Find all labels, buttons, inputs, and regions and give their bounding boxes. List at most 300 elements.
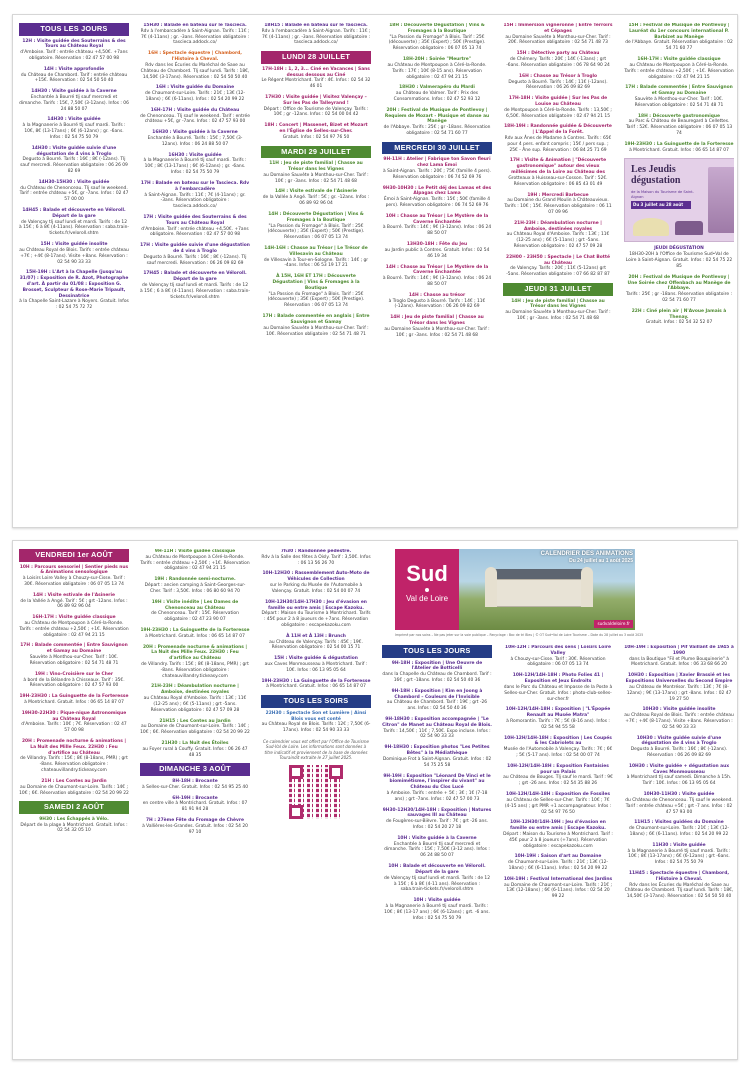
event-entry — [503, 792, 613, 815]
event-entry — [382, 745, 492, 768]
event-title: 10H-12H/14H-18H : Exposition de Fossiles — [506, 792, 610, 798]
event-entry — [261, 212, 371, 241]
event-details: Départ : Maison du Tourisme à Montrichard. Tarif : 45€ pour 2 à 8 joueurs (+7ans). Réservation obligatoire : escapekazoku.com — [503, 831, 613, 849]
event-details: Degusto à Bourré. Tarifs : 14€ ; 11€ (-12ans). Réservation : 06 26 09 82 69 — [508, 79, 608, 91]
event-entry — [140, 181, 250, 210]
column-3 — [261, 23, 371, 521]
event-details: Rdv aux Ânes de Madame à Contres. Tarifs : 65€ pour 4 pers. enfant compris ; 15€ / pers sup. ; 25€ - Âne sup. Réservation : 06 84 25 71 69 — [504, 136, 612, 153]
castle-photo — [459, 549, 635, 630]
event-entry — [19, 694, 129, 706]
event-details: Enchantée à Bourré. Tarifs : 15€ ; 7,50€ (3-12ans). Infos : 06 24 88 50 07 — [147, 136, 243, 147]
event-entry — [261, 679, 371, 691]
event-title: 21H15 : Les Contes au Jardin — [159, 718, 231, 724]
event-details: Enchantée à Bourré tlj sauf mercredi et dimanche. Tarifs : 15€ ; 7,50€ (3-12 ans). Infos : 06 24 88 50 07 — [384, 841, 490, 859]
poster-title: Les Jeudis dégustation — [631, 164, 681, 186]
event-entry — [140, 818, 250, 835]
event-title: 15H : Visite guidée & dégustation — [274, 656, 358, 662]
event-title: 9H-18H30 : Exposition photos "Les Petites Bêtes" à la Médiathèque — [384, 745, 490, 757]
event-entry — [503, 74, 613, 91]
event-title: 10H30 : Visite guidée suivie d'une dégustation de 4 vins à Troglo — [636, 735, 722, 747]
event-details: à la Magnanerie à Bourré tlj sauf mardi. Tarifs : 10€ ; 8€ (13-17ans) ; 6€ (6-12ans) ; grt -6ans. Infos : 02 54 75 50 79 — [627, 848, 731, 866]
event-entry — [624, 309, 734, 326]
event-entry — [382, 689, 492, 712]
event-entry — [503, 673, 613, 702]
event-entry — [624, 707, 734, 730]
event-entry — [140, 779, 250, 791]
event-details: de la Vallée à Angé. Tarif : 5€ ; grt -12ans. Infos : 06 89 92 96 04 — [20, 598, 128, 610]
event-title: 14H : Jeu de piste familial | Chasse au Trésor dans les Vignes — [390, 315, 484, 327]
event-title: 22H : Ciné plein air | N'Avoue Jamais à Thenay. — [631, 308, 727, 320]
event-title: 10H-12H30/14H-19H : Jeu d'évasion en famille ou entre amis | Escape Kazoku. — [510, 820, 606, 832]
event-details: "La Passion du Fromage" à Blois. Tarif : 25€ (découverte) ; 35€ (Expert) ; 50€ (Prestige). Réservation : 06 07 05 13 74 — [267, 223, 365, 241]
event-details: à Vallières-les-Grandes. Gratuit. Infos : 02 54 20 97 10 — [142, 823, 248, 835]
event-details: au Château de Montpoupon à Céré-la-Ronde. Tarifs : entrée château +2,50€ ; +1€. Réservation obligatoire : 02 47 94 21 15 — [19, 621, 129, 638]
event-title: 14H : Chasse au trésor — [408, 292, 466, 298]
event-details: de Montpoupon à Céré-la-Ronde. Tarifs : 13,50€ ; 6,50€. Réservation obligatoire : 02 47 94 21 15 — [504, 107, 612, 119]
event-title: 19H30-22H30 : Pique-nique Astronomique au Château Royal — [21, 710, 127, 722]
event-entry — [382, 898, 492, 921]
event-title: 7H : 27ème Fête du Fromage de Chèvre — [146, 817, 244, 823]
event-title: 14H : Visite approfondie — [43, 66, 105, 72]
event-entry — [503, 193, 613, 216]
event-title: 14H30-15H30 : Visite guidée — [38, 179, 110, 185]
event-title: 20H : Promenade nocturne & animations | La Nuit des Mille Feux. 22H30 : Feu d'artifice au Château — [21, 739, 127, 756]
event-details: sur le Parking du Musée de l'Automobile à Valençay. Gratuit. Infos : 02 54 00 07 74 — [269, 583, 363, 594]
event-details: Degusto à Bourré. Tarifs : 16€ ; 8€ (-12ans). Tlj sauf mercredi. Réservation : 06 26 09 82 69 — [143, 254, 247, 266]
event-title: JEUDI DÉGUSTATION — [654, 246, 704, 252]
event-details: au Domaine Sauvète à Monthou-sur-Cher. Tarif : 10€ ; gr -3ans. Infos : 02 54 71 48 68 — [384, 326, 490, 338]
event-details: à bord de la Bélandre à Chisseaux. Tarif : 35€. Réservation obligatoire : 02 47 57 93 00 — [23, 677, 125, 689]
poster-vehicle-shape — [675, 221, 703, 235]
event-details: de Chenonceau. Tlj sauf le weekend. Tarif : entrée château +5€, gr -7ans. Infos : 02 47 57 93 00 — [140, 113, 250, 125]
column-1 — [19, 549, 129, 1053]
event-entry — [19, 739, 129, 774]
event-title: 14H : Chasse au Trésor | Le Mystère de la Caverne Enchantée — [385, 264, 489, 276]
event-title: 19H-23H30 : La Guinguette de la Forteresse — [261, 678, 371, 684]
event-entry — [503, 854, 613, 871]
event-title: 17H : Visite guidée suivie d'une dégustation de 4 vins à Troglo — [140, 243, 250, 254]
event-title: 11H45 : Spectacle équestre | Chambord, l'Histoire à Cheval. — [628, 871, 730, 882]
event-title: 14H45 : Balade et découverte en Véloroll. Départ de la gare — [22, 208, 126, 219]
event-entry — [261, 549, 371, 566]
qr-finder-icon — [289, 765, 303, 779]
event-title: 17H : Balade commentée | Entre Sauvignon et Gamay au Domaine — [20, 643, 128, 655]
event-title: 19H : Vino-Croisière sur le Cher — [34, 671, 113, 677]
day-heading: DIMANCHE 3 AOÛT — [140, 763, 250, 776]
event-entry — [19, 89, 129, 112]
event-entry — [382, 186, 492, 209]
event-title: 21H : Les Contes au Jardin — [41, 778, 107, 784]
event-title: 10H30 : Visite guidée insolite — [642, 707, 716, 713]
event-entry — [140, 741, 250, 758]
event-details: à la Magnanerie à Bourré tlj sauf mardi. Tarifs : 10€ ; 8€ (13-17 ans) ; 6€ (6-12ans) ; grt. -6 ans. Infos : 02 54 75 50 79 — [384, 903, 490, 921]
event-entry — [19, 180, 129, 203]
event-title: 10H-12H/14H-18H : Exposition Fantaisies pour un Palais — [507, 763, 609, 775]
event-details: de Chaumont-sur-Loire. Tarifs : 21€ ; 13€ (12-18ans) ; 6€ (6-11ans). Infos : 02 54 20 99 22 — [145, 91, 245, 102]
header-banner — [395, 549, 635, 630]
event-details: à la Chapelle Saint-Lazare à Noyers. Gratuit. Infos : 02 54 75 72 72 — [19, 299, 129, 311]
event-details: au Foyer rural à Couffy. Gratuit. Infos : 06 26 47 48 35 — [142, 746, 248, 758]
event-title: 9H30-12H30/14H-18H : Exposition | Natures sauvages III au Château — [382, 807, 492, 819]
event-title: 20H : Festival de Musique de Pontlevoy | Requiem de Mozart - Musique et danse au Manège — [384, 107, 490, 125]
event-entry — [261, 634, 371, 651]
event-details: à Montrichard tlj sauf samedi. Dimanche à 15h. Tarif : 10€. Infos : 06 13 95 05 64 — [626, 775, 732, 787]
event-details: Degusto à Bourré. Tarifs : 16€ ; 8€ (-12ans). Réservation : 06 26 09 82 69 — [630, 747, 728, 758]
event-title: 21H-23H : Déambulation nocturne | Amboise, destinées royales — [514, 220, 602, 232]
event-title: 16H30 : Visite guidée à la Caverne — [152, 130, 238, 136]
event-entry — [503, 820, 613, 849]
event-title: 10H : Balade et découverte en Véloroll. Départ de la gare — [388, 864, 486, 875]
event-title: 17H : Balade en bateau sur le Tascieca. Rdv à l'embarcadère — [140, 180, 250, 192]
event-entry — [261, 189, 371, 206]
event-title: 10H30 : Visite guidée + dégustation aux Caves Monmousseau — [628, 763, 730, 775]
day-heading: TOUS LES SOIRS — [261, 695, 371, 708]
event-title: 10H-19H : Festival International des Jardins — [503, 876, 613, 882]
event-details: au Parc & Château de Beauregard à Cellettes. Tarif : 52€. Réservation obligatoire : 06 07 05 13 74 — [625, 119, 733, 136]
event-entry — [503, 51, 613, 68]
day-heading: VENDREDI 1er AOÛT — [19, 549, 129, 562]
event-entry — [140, 549, 250, 572]
column-4 — [382, 23, 492, 521]
event-entry — [261, 123, 371, 140]
event-entry — [382, 265, 492, 288]
event-entry — [140, 108, 250, 125]
event-title: 19H : Mercredi Barbecue — [527, 192, 589, 198]
event-entry — [382, 774, 492, 803]
event-entry — [624, 792, 734, 815]
event-title: 10H-19H : Exposition | Pif Vaillant de 1945 à 1990 — [624, 645, 734, 656]
castle-body-shape — [491, 579, 587, 607]
event-details: au Domaine Sauvète à Monthou-sur-Cher. Tarif : 10€. Réservation obligatoire : 02 54 71 48 71 — [263, 325, 369, 337]
event-title: 18H15 : Balade en bateau sur le Tascieca. — [264, 23, 368, 28]
event-entry — [19, 643, 129, 666]
event-entry — [140, 243, 250, 266]
column-6 — [624, 645, 734, 1053]
event-entry — [503, 255, 613, 278]
event-details: au Château de Montrésor. Tarifs : 13€ ; 7€ (8-12ans) ; 9€ (13-17ans) ; grt -8ans. Infos : 02 47 19 27 50 — [626, 684, 732, 702]
event-entry — [503, 96, 613, 119]
event-title: 22H00 - 23H50 : Spectacle | Le Chat Botté au Château — [506, 254, 610, 266]
event-title: 18H : Découverte Dégustation | Vins & Fromages à la Boutique — [389, 23, 485, 34]
event-title: 10H-12H/14H-18H : Photo Folies 41 | Exposition et Jeux Endroits — [512, 673, 604, 685]
event-entry — [261, 161, 371, 184]
event-entry — [140, 130, 250, 147]
event-details: au Château de Selles-sur-Cher. Tarifs : 10€ ; 7€ (4-15 ans) ; grt PMR +1 accompagnateur. Infos : 02 54 97 76 50 — [504, 797, 612, 815]
event-title: 14H : Jeu de piste familial | Chasse au Trésor dans les Vignes — [511, 298, 605, 310]
event-entry — [382, 242, 492, 259]
event-title: 10H30 : Exposition | Xavier Brassié et les Expositions Universelles du Second Empire — [625, 673, 733, 685]
event-title: 10H-12H/14H-18H : Exposition | Les Coupés & les Cabriolets au — [504, 735, 612, 747]
event-title: 19H : Randonnée semi-nocturne. — [154, 577, 236, 583]
event-entry — [624, 142, 734, 154]
event-title: 17H : Balade commentée en anglais | Entre Sauvignon et Gamay — [262, 314, 370, 325]
event-entry — [624, 23, 734, 52]
event-details: au Château de Chambord. Tarif : 19€ ; grt -26 ans. Infos : 02 54 50 40 36 — [386, 700, 488, 712]
event-details: à la Magnanerie à Bourré tlj sauf mardi. Tarifs : 10€, 8€ (13-17ans) ; 6€ (6-12ans) ; gr. -6ans. Infos : 02 54 75 50 79 — [22, 123, 126, 140]
event-entry — [19, 242, 129, 265]
event-details: Rdv à l'embarcadère à Saint-Aignan. Tarifs : 11€ ; 7€ (4-11ans) ; gr. -3ans. Réservation obligatoire : tascieca.addock.co/ — [140, 28, 250, 46]
event-title: 18H : Découverte gastronomique — [637, 113, 721, 119]
event-title: 15H : Détective party au Château — [516, 51, 600, 57]
event-entry — [382, 864, 492, 893]
event-details: Rdv dans les Écuries du Maréchal de Saxe au Château de Chambord. Tlj sauf lundi. Tarifs : 18€, 14,50€ (3-17ans). Réservation : 02 54 50 50 40 — [140, 62, 250, 80]
event-details: 18H30-20H à l'Office de Tourisme Sud•Val de Loire à Saint-Aignan. Gratuit. Infos : 02 54 75 22 85 — [625, 252, 733, 269]
qr-code-icon[interactable] — [289, 765, 343, 819]
event-entry — [19, 779, 129, 796]
event-title: 15H-19H : L'Art à la Chapelle (jusqu'au 31/07) : Exposition de R. Azot, Photographe d'art. À partir du 01/08 : Exposition G. Brosset, Sculpteur & Rose-Marie Tripault, Dessinatrice — [19, 270, 129, 299]
calendar-title: CALENDRIER DES ANIMATIONS — [540, 551, 633, 557]
event-entry — [140, 684, 250, 713]
event-title: 17H30 : Visite guidée | Visitez Valençay – Sur les Pas de Talleyrand ! — [265, 95, 367, 106]
event-title: 11H : Jeu de piste familial | Chasse au Trésor dans les Vignes — [269, 161, 363, 173]
event-title: 19H-23H30 : La Guinguette de la Forteresse — [624, 141, 734, 147]
event-title: 11H15 : Visites guidées du Domaine — [634, 820, 724, 826]
event-entry — [140, 215, 250, 238]
event-entry — [261, 274, 371, 309]
event-title: 17H : Balade commentée | Entre Sauvignon et Gamay au Domaine — [625, 85, 733, 97]
column-3 — [261, 549, 371, 1053]
day-heading: LUNDI 28 JUILLET — [261, 51, 371, 64]
event-title: 16H-17H : Visite guidée du Château — [150, 107, 240, 113]
event-entry — [624, 275, 734, 304]
event-title: 9H-11H : Visite guidée classique — [154, 549, 236, 554]
event-details: de Chaumont-sur-Loire. Tarifs : 21€ ; 13€ (12-18ans) ; 6€ (6-11ans). Infos : 02 54 20 99 22 — [629, 826, 729, 837]
event-details: de Valençay tlj sauf lundi et mardi. Tarifs : de 12 à 15€ ; 6 à 8€ (4-11ans). Réservation : saba.train-tickets.fr/veloroll.shtm — [140, 283, 250, 300]
event-title: 18H-19H : Randonnée guidée & Découverte | L'Appel de la Forêt. — [504, 124, 612, 136]
event-title: 10H-12H : Parcours des sens | Loisirs Loire Valley — [505, 645, 611, 656]
event-entry — [382, 23, 492, 52]
event-entry — [140, 51, 250, 80]
event-details: du Château de Chambord. Tarif : entrée château +15€. Réservation : 02 54 50 50 40 — [20, 72, 128, 84]
event-details: Sauvète à Monthou-sur-Cher. Tarif : 10€. Réservation obligatoire : 02 54 71 48 71 — [29, 655, 119, 666]
event-title: À 15H, 16H ET 17H : Découverte Dégustation | Vins & Fromages à la Boutique — [272, 274, 360, 291]
event-entry — [624, 114, 734, 137]
event-title: 16H-17H : Visite guidée classique — [32, 615, 116, 621]
event-title: 16H30 : Visite guidée — [168, 152, 222, 158]
event-title: 10H-12H30/14H-17H30 : Jeu d'évasion en famille ou entre amis | Escape Kazoku. — [265, 599, 367, 611]
event-title: 9H-18H : Exposition | Une Oeuvre de l'Atelier de Botticelli — [391, 660, 483, 672]
event-title: 19H : Visite inédite | Les Dames de Chenonceau au Château — [151, 599, 239, 611]
event-details: du Château de Chenonceau. Tlj sauf le weekend. Tarif : entrée château +5€, gr -7ans. Infos : 02 47 57 00 00 — [19, 185, 129, 203]
event-title: 9H-18H30 : Exposition accompagnée | "Le Citron" de Manet au Château Royal de Blois. — [382, 717, 492, 728]
event-entry — [140, 153, 250, 176]
event-title: 16H-17H : Visite guidée classique — [637, 57, 721, 63]
event-details: au Château de Montpoupon à Céré-la-Ronde. Tarifs : entrée château +2,50€ ; +1€. Réservation obligatoire : 02 47 94 21 15 — [140, 554, 250, 572]
event-title: 20H : Festival de Musique de Pontlevoy | Une Soirée chez Offenbach au Manège de l'Abbaye. — [627, 274, 731, 292]
event-details: au Château Royal de Blois. Tarifs : entrée château +7€ ; +4€ (8-17ans). Visite +8ans. Réservation : 02 54 90 33 33 — [624, 713, 734, 730]
event-entry — [261, 656, 371, 673]
event-title: 10H : Visite guidée à la Caverne — [397, 835, 477, 841]
event-details: d'Amboise. Tarif : entrée château +4,50€. +7ans obligatoire. Réservation : 02 47 57 00 98 — [20, 50, 128, 61]
event-title: 10H-12H/14H-18H : Exposition | "L'Épopée Renault au Musée Matra" — [505, 707, 611, 719]
event-details: Départ : Maison du Tourisme à Montrichard. Tarifs : 45€ pour 2 à 8 joueurs de +7ans. Réservation obligatoire : escapekazoku.com — [261, 611, 371, 628]
event-title: 7h30 : Randonnée pédestre. — [280, 549, 352, 554]
event-title: 14H-16H : Chasse au Trésor | Le Trésor de Villesavin au Château — [264, 245, 368, 257]
event-details: de la Vallée à Angé. Tarif : 5€ ; gr. -12ans. Infos : 06 89 92 96 04 — [262, 195, 370, 207]
event-entry — [382, 836, 492, 859]
event-title: 18H30 : Valmerapéro du Mardi — [399, 85, 475, 91]
event-details: à Loisirs Loire Valley à Chouzy-sur-Cisse. Tarif : 30€. Réservation obligatoire : 06 07 05 13 74 — [22, 576, 126, 587]
event-details: de Valençay tlj sauf lundi et mardi. Tarifs : de 12 à 15€ ; 6 à 8€ (4-11ans). Réservation : saba.train-tickets.fr/veloroll.shtm — [19, 219, 129, 237]
event-title: 14H30 : Visite guidée — [47, 117, 101, 123]
event-title: 10H : Chasse au Trésor | Le Mystère de la Caverne Enchantée — [385, 213, 489, 225]
event-details: du Château de Chenonceau. Tlj sauf le weekend. Tarif : entrée château +5€ ; grt -7 ans. Infos : 02 47 57 93 00 — [625, 797, 733, 815]
event-title: 14H : Visite estivale de l'Asinerie — [33, 592, 115, 598]
event-details: de Villandry. Tarifs : 15€ ; 8€ (8-18ans, PMR) ; grt -8ans. Réservation obligatoire : chateauvillandry.tickeasy.com — [20, 756, 128, 774]
event-title: 21H30 : La Nuit des Étoiles — [161, 740, 229, 746]
event-details: Rdv à l'embarcadère à Saint-Aignan. Tarifs : 11€ ; 7€ (4-11ans) ; gr. -3ans. Réservation obligatoire : tascieca.addock.co/ — [261, 28, 371, 46]
event-details: au Domaine du Grand Moulin à Châteauvieux. Tarifs : 10€ ; 15€. Réservation obligatoire : 06 11 07 09 96 — [504, 198, 612, 215]
event-entry — [261, 246, 371, 269]
event-entry — [624, 736, 734, 759]
event-details: dans la Boutique "Fil et Plume Bouquinerie" à Montrichard. Gratuit. Infos : 06 33 68 66 20 — [629, 656, 729, 668]
event-details: Tarifs : 14,50€ ; 11€ ; 7,50€. Expo incluse. Infos : 02 54 90 33 33 — [383, 728, 491, 740]
event-details: Départ : Office de Tourisme de Valençay. Tarifs : 10€ ; gr -12ans. Infos : 02 54 00 04 42 — [263, 106, 369, 118]
event-details: Degusto à Bourré. Tarifs : 16€ ; 8€ (-12ans). Tlj sauf mercredi. Réservation obligatoire : 06 26 09 82 69 — [20, 157, 128, 174]
day-heading: SAMEDI 2 AOÛT — [19, 801, 129, 814]
event-details: de Fougères-sur-Bièvre. Tarif : 7€ ; grt -26 ans. Infos : 02 54 20 27 18 — [385, 819, 489, 831]
event-details: d'Amboise. Tarifs : 10€ ; 7€. Réservation : 02 47 57 00 98 — [21, 722, 127, 734]
event-details: Départ de la plage à Montrichard. Gratuit. Infos : 02 54 32 05 10 — [20, 822, 128, 834]
event-entry — [382, 214, 492, 237]
event-details: à Selles-sur-Cher. Gratuit. Infos : 02 54 95 25 40 — [141, 784, 249, 790]
event-entry — [382, 293, 492, 310]
event-entry — [624, 85, 734, 108]
event-details: Musée de l'Automobile à Valençay. Tarifs : 7€ ; 6€ ; 5€ (5-17 ans). Infos : 02 54 00 07 74 — [503, 747, 613, 758]
event-entry — [503, 707, 613, 730]
event-title: 21H-23H : Déambulation nocturne | Amboise, destinées royales — [151, 684, 239, 696]
website-link[interactable]: sudvaldeloire.fr — [594, 620, 633, 628]
event-title: 9H30 : Les Échappés à Vélo. — [39, 816, 109, 822]
event-entry — [503, 124, 613, 153]
event-entry — [624, 246, 734, 269]
event-entry — [140, 23, 250, 46]
day-heading: MERCREDI 30 JUILLET — [382, 142, 492, 155]
event-details: au Domaine de Chaumont-sur-Loire. Tarifs : 14€ ; 10€ ; 6€. Réservation obligatoire : 02 54 20 99 22 — [19, 784, 129, 796]
qr-finder-icon — [289, 805, 303, 819]
event-title: 15H : Immersion vigneronne | Entre Terroirs et Cépages — [503, 23, 613, 34]
event-details: à Chouzy-sur-Cisse. Tarif : 30€. Réservation obligatoire : 06 07 05 13 74 — [510, 656, 606, 668]
event-details: au Domaine Sauvète à Monthou-sur-Cher. Tarif : 10€ ; gr -3ans. Infos : 02 54 71 48 68 — [505, 310, 611, 322]
event-title: 19H-23H30 : La Guinguette de la Forteresse — [140, 627, 250, 633]
event-title: 9H-18H : Exposition | Kim en Joong à Chambord – Couleurs de l'Invisible — [391, 688, 483, 700]
event-title: 17H45 : Balade et découverte en Véloroll. Départ de la gare — [143, 271, 247, 283]
event-details: au Jardin public à Contres. Gratuit. Infos : 02 54 46 19 34 — [384, 247, 490, 259]
event-details: de l'Abbaye. Tarifs : 25€ ; gr -18ans. Réservation obligatoire : 02 54 71 60 77 — [383, 125, 491, 136]
event-details: à Romorantin. Tarifs : 7€ ; 5€ (8-16 ans). Infos : 02 54 94 55 58 — [506, 718, 610, 730]
event-entry — [140, 271, 250, 300]
event-entry — [382, 717, 492, 740]
event-details: Tarifs : 25€ ; gr -18ans. Réservation obligatoire : 02 54 71 60 77 — [626, 292, 732, 303]
event-details: Émoi à Saint-Aignan. Tarifs : 15€ ; 50€ (famille 4 pers). Réservation obligatoire : 06 74 52 69 76 — [383, 197, 491, 209]
event-entry — [261, 67, 371, 90]
event-title: 9H-11H : Atelier | Fabrique ton Savon fleuri chez Lama Emoi — [383, 157, 491, 169]
event-details: au Château Royal de Blois. Tarifs : entrée château +7€ ; +4€ (8-17ans). Visite +8ans. Réservation : 02 54 90 33 33 — [19, 247, 129, 265]
event-entry — [19, 615, 129, 638]
column-6 — [624, 23, 734, 521]
event-entry — [382, 108, 492, 137]
event-entry — [624, 673, 734, 702]
event-entry — [19, 817, 129, 834]
event-details: à la Magnanerie à Bourré tlj sauf mardi. Tarifs : 10€ ; 8€ (13-17ans) ; 6€ (6-12ans) ; gr. -6ans. Infos : 02 54 75 50 79 — [143, 158, 247, 176]
event-entry — [19, 565, 129, 588]
castle-tower-left-shape — [485, 567, 497, 607]
event-details: de Valençay. Tarifs : 20€ ; 11€ (5-12ans) grt -5ans. Réservation obligatoire : 07 66 82 87 87 — [506, 266, 610, 278]
event-details: aux Caves Monmousseau à Montrichard. Tarif : 10€. Infos : 06 13 95 05 64 — [264, 662, 368, 673]
event-details: de Chaumont-sur-Loire. Tarifs : 21€ ; 13€ (12-18ans) ; 6€ (6-11ans). Infos : 02 54 20 99 22 — [508, 860, 608, 871]
event-title: 14H30 : Visite guidée suivie d'une dégustation de 4 vins à Troglo — [31, 145, 117, 157]
disclaimer-text: Ce calendrier vous est offert par l'Office de Tourisme Sud-Val de Loire. Les informations sont données à titre indicatif et proviennent de la base de données Touraindit extraite le 27 juillet 2025. — [263, 739, 369, 760]
event-details: à Montrichard. Gratuit. Infos : 06 65 14 87 07 — [266, 684, 366, 690]
event-entry — [382, 157, 492, 180]
event-details: au Château Royal de Blois. Tarifs : 12€ ; 7,50€ (6-17ans). Infos : 02 54 90 33 33 — [261, 722, 371, 734]
event-title: 9H30-10H30 : Le Petit déj des Lamas et des Alpagas chez Lama — [382, 185, 492, 197]
event-entry — [624, 764, 734, 787]
event-details: Sauvète à Monthou-sur-Cher. Tarif : 10€. Réservation obligatoire : 02 54 71 48 71 — [634, 96, 724, 108]
event-title: 11H30 : Visite guidée — [652, 842, 706, 848]
event-title: 16H : Visite guidée du Domaine — [155, 85, 235, 91]
event-details: Départ : ancien camping à Saint-Georges-sur-Cher. Tarif : 3,50€. Infos : 06 80 60 94 70 — [144, 583, 246, 594]
event-title: 20H : Promenade nocturne & animations | La Nuit des Mille Feux. 22H30 : Feu d'artifice au Château — [142, 644, 248, 662]
event-title: 17H-18H : Visite guidée | Sur les Pas de Louise au Château — [508, 96, 608, 107]
event-title: 14H30 : Visite guidée à la Caverne — [31, 89, 117, 95]
event-details: à Bourré. Tarifs : 14€ ; 9€ (3-12ans). Infos : 06 24 88 50 07 — [382, 225, 492, 237]
event-entry — [140, 645, 250, 680]
event-title: 8H-18H : Brocante — [172, 778, 218, 784]
event-details: au Château de Montpoupon à Céré-la-Ronde. Tarifs : 17€ ; 10€ (8-15 ans). Réservation obligatoire : 02 47 94 21 15 — [387, 62, 487, 80]
event-details: Dominique Frot à Saint-Aignan. Gratuit. Infos : 02 54 75 25 58 — [382, 756, 492, 768]
event-details: à Troglo Degusto à Bourré. Tarifs : 14€ ; 11€ (-12ans). Réservation : 06 26 09 82 69 — [388, 298, 486, 310]
event-entry — [261, 711, 371, 734]
poster-illustration — [708, 167, 734, 233]
event-details: de Villesavin à Tour-en-Sologne. Tarifs : 14€ ; gr -4ans. Infos : 06 53 19 17 21 — [263, 257, 369, 269]
qr-finder-icon — [329, 765, 343, 779]
event-details: en centre ville à Montrichard. Gratuit. Infos : 07 81 91 94 28 — [142, 801, 248, 813]
event-details: dans la Chapelle du Château de Chambord. Tarif : 16€ ; grt -18ans. Infos : 02 54 50 40 36 — [382, 672, 492, 683]
event-title: 17H-18H : 1, 2, 3... Ciné en Vacances | Sans dessus dessous au Ciné — [262, 66, 370, 78]
event-title: 10H-12H30 : Rassemblement Auto-Moto de Véhicules de Collection — [262, 571, 370, 583]
poster-date-badge: Du 3 juillet au 28 août — [631, 201, 691, 208]
event-details: d'Amboise. Tarif : entrée château +4,50€. +7ans obligatoire. Réservation : 02 47 57 00 98 — [141, 226, 249, 238]
event-details: à Saint-Aignan. Tarifs : 11€ ; 7€ (4-11ans) ; gr. -3ans. Réservation obligatoire : tascieca.addock.co/ — [144, 192, 246, 210]
event-details: au Domaine Sauvète à Monthou-sur-Cher. Tarif : 10€ ; gr -3ans. Infos : 02 54 71 48 68 — [263, 172, 369, 184]
event-details: de Valençay tlj sauf lundi et mardi. Tarifs : de 12 à 15€ ; 6 à 8€ (4-11 ans). Réservation : saba.train-tickets.fr/veloroll.shtm — [383, 875, 491, 893]
event-entry — [140, 628, 250, 640]
sud-val-de-loire-logo — [395, 549, 459, 630]
day-heading: TOUS LES JOURS — [19, 23, 129, 36]
day-heading: JEUDI 31 JUILLET — [503, 283, 613, 296]
event-details: Grotteaux à Huisseau-sur-Cosson. Tarif : 52€. Réservation obligatoire : 06 85 43 01 49 — [508, 175, 608, 187]
event-entry — [19, 117, 129, 140]
event-entry — [624, 843, 734, 866]
event-details: au Château Royal d'Amboise. Tarifs : 13€ ; 11€ (12-25 ans) ; 6€ (5-11ans) ; grt -5ans. Réservation obligatoire : 02 47 57 09 28 — [506, 232, 610, 249]
event-entry — [19, 593, 129, 610]
event-details: à Amboise. Tarifs : entrée + 5€ ; 3€ ; 1€ (7-18 ans) ; grt -7ans. Infos : 02 47 57 00 73 — [386, 790, 488, 802]
event-entry — [19, 208, 129, 237]
event-entry — [261, 95, 371, 118]
event-entry — [382, 85, 492, 102]
event-details: au Château de Bouges. Tlj sauf le mardi. Tarif : 9€ ; grt -26 ans. Infos : 02 54 35 88 26 — [503, 775, 613, 787]
poster-subtitle: de la Maison du Tourisme de Saint-Aignan — [631, 190, 694, 200]
event-entry — [19, 270, 129, 311]
event-title: 17H : Visite & Animation | "Découverte gastronomique" autour des vieux millésimes de la Loire au Château des — [509, 158, 607, 176]
event-entry — [624, 820, 734, 837]
column-5 — [503, 23, 613, 521]
event-title: 6H-19H : Brocante — [172, 795, 218, 801]
logo-dot-icon — [425, 588, 429, 592]
event-entry — [261, 600, 371, 629]
event-title: 19H-23H30 : La Guinguette de la Forteresse — [19, 694, 129, 700]
